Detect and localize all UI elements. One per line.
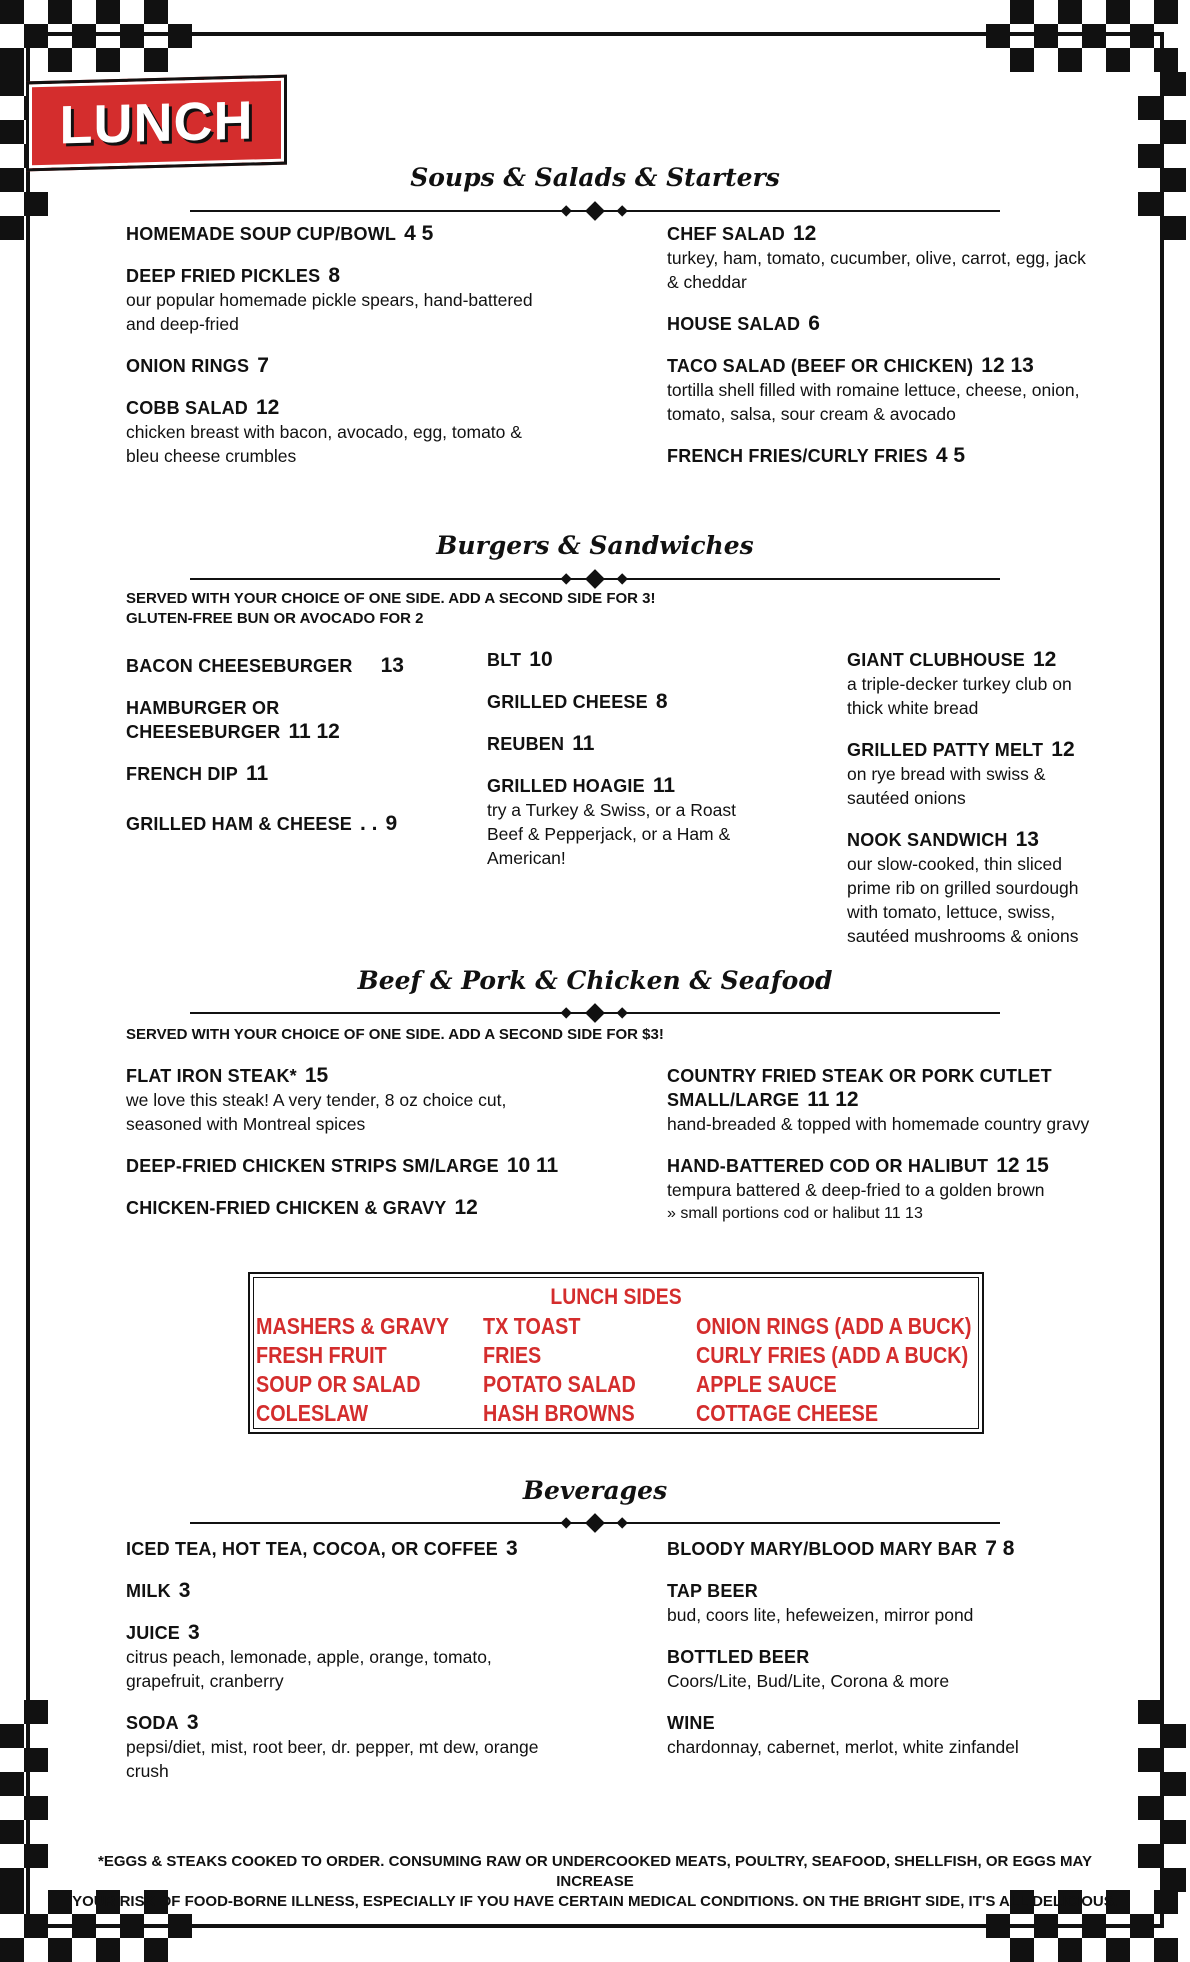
checker-square: [1106, 0, 1130, 24]
item-name: GRILLED HOAGIE: [487, 776, 645, 796]
divider-diamond-icon: [560, 573, 572, 585]
checker-square: [1162, 216, 1186, 240]
item-price: 11: [572, 732, 595, 755]
divider-diamond-icon: [616, 573, 628, 585]
menu-item: [126, 354, 546, 378]
menu-item: [487, 732, 757, 756]
menu-item: [126, 1537, 566, 1561]
checker-square: [1162, 72, 1186, 96]
item-price: 7 8: [985, 1537, 1015, 1560]
item-price: 3: [186, 1711, 199, 1734]
checker-square: [1162, 1724, 1186, 1748]
item-price: 12: [256, 396, 280, 419]
menu-item: [667, 1579, 1107, 1627]
item-name: GRILLED CHEESE: [487, 692, 648, 712]
item-description: a triple-decker turkey club on thick white bread: [847, 674, 1072, 718]
menu-item: [487, 774, 757, 870]
note-line: GLUTEN-FREE BUN OR AVOCADO FOR 2: [126, 610, 424, 627]
checker-square: [0, 1724, 24, 1748]
item-price: 13: [380, 654, 404, 677]
item-price: 4 5: [404, 222, 434, 245]
item-description: pepsi/diet, mist, root beer, dr. pepper, mt dew, orange crush: [126, 1737, 539, 1781]
item-name: BOTTLED BEER: [667, 1647, 810, 1667]
item-name: ICED TEA, HOT TEA, COCOA, OR COFFEE: [126, 1539, 499, 1559]
item-name: TACO SALAD (BEEF OR CHICKEN): [667, 356, 974, 376]
checker-square: [0, 120, 24, 144]
divider-diamond-icon: [585, 569, 605, 589]
beverages-left-column: [126, 1537, 566, 1801]
disclaimer-footer: [60, 1852, 1130, 1912]
section-title-soups: Soups & Salads & Starters: [410, 163, 780, 192]
checker-square: [1058, 0, 1082, 24]
divider-diamond-icon: [585, 1513, 605, 1533]
item-name: HOUSE SALAD: [667, 314, 801, 334]
item-name: MILK: [126, 1581, 171, 1601]
soups-left-column: [126, 222, 546, 486]
item-price: 8: [655, 690, 668, 713]
side-item: FRESH FRUIT: [256, 1342, 387, 1368]
item-price: 11 12: [288, 720, 340, 743]
item-name: CHEF SALAD: [667, 224, 785, 244]
checker-square: [0, 1890, 24, 1914]
item-description: hand-breaded & topped with homemade country gravy: [667, 1114, 1090, 1134]
item-price: 6: [808, 312, 820, 335]
item-name: COBB SALAD: [126, 398, 248, 418]
sides-column-2: [483, 1312, 636, 1428]
sides-column-3: [696, 1312, 971, 1428]
item-name: FLAT IRON STEAK*: [126, 1066, 297, 1086]
item-price: 12: [1033, 648, 1057, 671]
side-item: COLESLAW: [256, 1400, 369, 1426]
lunch-banner: [26, 75, 287, 172]
checker-square: [1154, 0, 1178, 24]
side-item: HASH BROWNS: [483, 1400, 635, 1426]
menu-item: [126, 762, 456, 786]
checker-square: [1058, 1938, 1082, 1962]
menu-item: [667, 1711, 1107, 1759]
item-description: our slow-cooked, thin sliced prime rib on grilled sourdough with tomato, lettuce, swiss, sautéed mushrooms & onions: [847, 854, 1079, 946]
checker-square: [1162, 1820, 1186, 1844]
item-name: COUNTRY FRIED STEAK OR PORK CUTLET: [667, 1066, 1052, 1086]
item-description: on rye bread with swiss & sautéed onions: [847, 764, 1046, 808]
section-title-beef: Beef & Pork & Chicken & Seafood: [357, 966, 833, 995]
menu-item: [667, 1537, 1107, 1561]
menu-item: [126, 222, 546, 246]
divider-diamond-icon: [585, 1003, 605, 1023]
checker-square: [1106, 1938, 1130, 1962]
item-description: Coors/Lite, Bud/Lite, Corona & more: [667, 1671, 950, 1691]
item-description: we love this steak! A very tender, 8 oz choice cut, seasoned with Montreal spices: [126, 1090, 507, 1134]
item-description: tempura battered & deep-fried to a golden brown: [667, 1180, 1045, 1200]
menu-item: [667, 1645, 1107, 1693]
menu-item: [847, 738, 1097, 810]
item-price: 11: [652, 774, 676, 797]
sides-column-1: [256, 1312, 449, 1428]
checker-square: [0, 1772, 24, 1796]
section-title-beverages: Beverages: [522, 1476, 668, 1505]
menu-item: [487, 690, 757, 714]
item-name: FRENCH DIP: [126, 764, 239, 784]
section-divider: [190, 569, 1000, 589]
item-name: SMALL/LARGE: [667, 1090, 800, 1110]
section-divider: [190, 1003, 1000, 1023]
item-name: TAP BEER: [667, 1581, 758, 1601]
checker-square: [1154, 1938, 1178, 1962]
menu-item: [847, 648, 1097, 720]
section-divider: [190, 1513, 1000, 1533]
menu-item: [667, 444, 1097, 468]
item-price: 12 13: [981, 354, 1034, 377]
divider-diamond-icon: [560, 205, 572, 217]
divider-diamond-icon: [560, 1517, 572, 1529]
menu-item: [126, 1064, 566, 1136]
checker-square: [144, 1938, 168, 1962]
checker-square: [0, 216, 24, 240]
section-title-burgers: Burgers & Sandwiches: [436, 531, 754, 560]
item-description: our popular homemade pickle spears, hand-battered and deep-fried: [126, 290, 533, 334]
burgers-column-3: [847, 648, 1097, 966]
side-item: APPLE SAUCE: [696, 1371, 837, 1397]
checker-square: [0, 1820, 24, 1844]
item-name: HAND-BATTERED COD OR HALIBUT: [667, 1156, 989, 1176]
item-price: 10: [529, 648, 553, 671]
disclaimer-line: YOUR RISK OF FOOD-BORNE ILLNESS, ESPECIALLY IF YOU HAVE CERTAIN MEDICAL CONDITIONS. ON THE BRIGHT SIDE, IT'S ALL DELICIOUS.: [72, 1893, 1118, 1910]
item-name: DEEP-FRIED CHICKEN STRIPS SM/LARGE: [126, 1156, 499, 1176]
burgers-column-1: [126, 654, 456, 854]
item-name: FRENCH FRIES/CURLY FRIES: [667, 446, 928, 466]
item-price: 11: [246, 762, 269, 785]
note-line: SERVED WITH YOUR CHOICE OF ONE SIDE. ADD A SECOND SIDE FOR 3!: [126, 590, 656, 607]
item-description: try a Turkey & Swiss, or a Roast Beef & Pepperjack, or a Ham & American!: [487, 800, 736, 868]
item-name: BLT: [487, 650, 522, 670]
menu-item: [667, 1064, 1117, 1136]
section-divider: [190, 201, 1000, 221]
checker-square: [0, 72, 24, 96]
checker-square: [1010, 1938, 1034, 1962]
side-item: CURLY FRIES (ADD A BUCK): [696, 1342, 969, 1368]
side-item: POTATO SALAD: [483, 1371, 636, 1397]
soups-right-column: [667, 222, 1097, 486]
item-description: chardonnay, cabernet, merlot, white zinfandel: [667, 1737, 1019, 1757]
checker-square: [1162, 1772, 1186, 1796]
lunch-sides-box: [248, 1272, 984, 1434]
item-name: ONION RINGS: [126, 356, 250, 376]
menu-item: [487, 648, 757, 672]
checker-square: [48, 0, 72, 24]
item-price: 9: [385, 812, 398, 835]
banner-label: LUNCH: [59, 90, 254, 156]
item-price: 15: [304, 1064, 329, 1087]
item-price: 12: [454, 1196, 478, 1219]
side-item: ONION RINGS (ADD A BUCK): [696, 1313, 972, 1339]
item-price: 3: [188, 1621, 200, 1644]
checker-square: [0, 48, 24, 72]
beverages-right-column: [667, 1537, 1107, 1777]
divider-diamond-icon: [616, 1007, 628, 1019]
item-name: CHEESEBURGER: [126, 722, 281, 742]
item-price: 10 11: [506, 1154, 559, 1177]
item-name: WINE: [667, 1713, 715, 1733]
divider-diamond-icon: [560, 1007, 572, 1019]
checker-square: [96, 1938, 120, 1962]
burgers-note: [126, 589, 656, 629]
menu-item: [847, 828, 1097, 948]
item-description: turkey, ham, tomato, cucumber, olive, carrot, egg, jack & cheddar: [667, 248, 1086, 292]
item-name: GRILLED PATTY MELT: [847, 740, 1044, 760]
sides-title: LUNCH SIDES: [550, 1284, 682, 1309]
checker-square: [144, 0, 168, 24]
checker-square: [48, 1938, 72, 1962]
checker-square: [0, 1938, 24, 1962]
menu-item: [667, 1154, 1117, 1226]
menu-item: [667, 222, 1097, 294]
menu-item: [126, 654, 456, 678]
item-name: NOOK SANDWICH: [847, 830, 1008, 850]
item-price: 7: [257, 354, 269, 377]
checker-square: [0, 0, 24, 24]
side-item: FRIES: [483, 1342, 542, 1368]
item-name: GRILLED HAM & CHEESE: [126, 814, 353, 834]
item-name: JUICE: [126, 1623, 181, 1643]
item-price: 12: [1051, 738, 1075, 761]
item-description: citrus peach, lemonade, apple, orange, tomato, grapefruit, cranberry: [126, 1647, 492, 1691]
menu-item: [126, 1621, 566, 1693]
checker-square: [1162, 120, 1186, 144]
checker-square: [96, 0, 120, 24]
menu-item: [126, 1579, 566, 1603]
item-description: » small portions cod or halibut 11 13: [667, 1205, 923, 1222]
item-name: REUBEN: [487, 734, 565, 754]
item-dots: . .: [360, 812, 378, 835]
item-price: 13: [1015, 828, 1039, 851]
item-name: CHICKEN-FRIED CHICKEN & GRAVY: [126, 1198, 447, 1218]
menu-item: [126, 396, 546, 468]
burgers-column-2: [487, 648, 757, 888]
divider-diamond-icon: [616, 205, 628, 217]
item-name: SODA: [126, 1713, 179, 1733]
menu-item: [126, 1196, 566, 1220]
menu-item: [126, 1154, 566, 1178]
item-name: DEEP FRIED PICKLES: [126, 266, 321, 286]
item-description: bud, coors lite, hefeweizen, mirror pond: [667, 1605, 974, 1625]
divider-diamond-icon: [616, 1517, 628, 1529]
item-description: tortilla shell filled with romaine lettuce, cheese, onion, tomato, salsa, sour cream & avocado: [667, 380, 1080, 424]
menu-item: [667, 312, 1097, 336]
item-price: 12 15: [996, 1154, 1049, 1177]
checker-square: [0, 1868, 24, 1892]
side-item: SOUP OR SALAD: [256, 1371, 421, 1397]
checker-square: [1162, 1868, 1186, 1892]
item-name: BACON CHEESEBURGER: [126, 656, 353, 676]
beef-note: SERVED WITH YOUR CHOICE OF ONE SIDE. ADD A SECOND SIDE FOR $3!: [126, 1026, 664, 1043]
side-item: TX TOAST: [483, 1313, 581, 1339]
side-item: COTTAGE CHEESE: [696, 1400, 879, 1426]
side-item: MASHERS & GRAVY: [256, 1313, 450, 1339]
beef-left-column: [126, 1064, 566, 1238]
menu-item: [667, 354, 1097, 426]
item-name: HAMBURGER OR: [126, 698, 280, 718]
item-name: BLOODY MARY/BLOOD MARY BAR: [667, 1539, 978, 1559]
menu-item: [126, 1711, 566, 1783]
item-price: 3: [178, 1579, 191, 1602]
item-description: chicken breast with bacon, avocado, egg, tomato & bleu cheese crumbles: [126, 422, 522, 466]
item-name: GIANT CLUBHOUSE: [847, 650, 1025, 670]
divider-diamond-icon: [585, 201, 605, 221]
item-price: 8: [328, 264, 340, 287]
checker-square: [1010, 0, 1034, 24]
menu-item: [126, 264, 546, 336]
beef-right-column: [667, 1064, 1117, 1244]
item-price: 4 5: [935, 444, 966, 467]
item-price: 3: [506, 1537, 518, 1560]
disclaimer-line: *EGGS & STEAKS COOKED TO ORDER. CONSUMING RAW OR UNDERCOOKED MEATS, POULTRY, SEAFOOD, SHELLFISH, OR EGGS MAY INCREASE: [98, 1853, 1092, 1890]
item-price: 12: [793, 222, 817, 245]
item-price: 11 12: [807, 1088, 859, 1111]
menu-item: [126, 696, 456, 744]
item-name: HOMEMADE SOUP CUP/BOWL: [126, 224, 397, 244]
menu-item: [126, 812, 456, 836]
